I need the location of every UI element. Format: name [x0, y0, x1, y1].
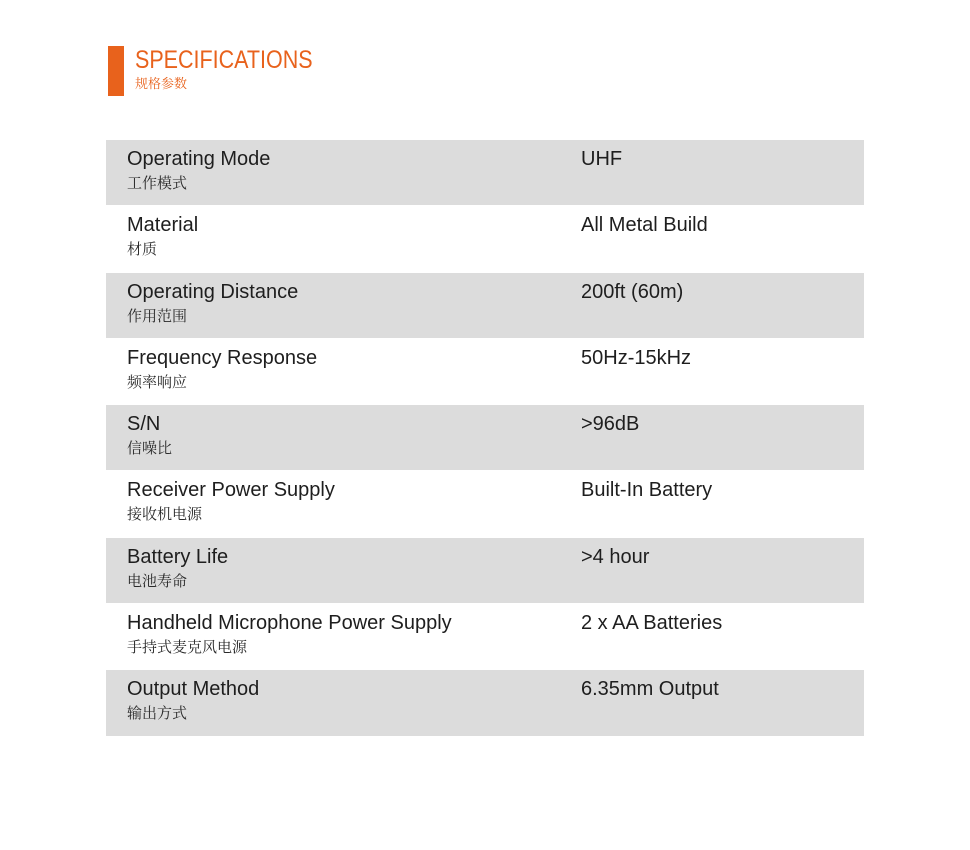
spec-label-cn: 频率响应	[127, 372, 188, 391]
spec-value: 2 x AA Batteries	[581, 612, 723, 635]
table-row	[106, 273, 864, 339]
spec-label-cn: 材质	[127, 240, 158, 259]
spec-label: Frequency Response	[127, 346, 318, 369]
table-row	[106, 604, 864, 670]
spec-value: >96dB	[581, 413, 640, 436]
page-subtitle: 规格参数	[135, 77, 188, 92]
spec-label: Receiver Power Supply	[127, 479, 335, 502]
table-row	[106, 339, 864, 405]
spec-value: 50Hz-15kHz	[581, 346, 692, 369]
spec-label: Output Method	[127, 678, 260, 701]
table-row	[106, 140, 864, 206]
spec-label-cn: 信噪比	[127, 439, 173, 458]
spec-value: 200ft (60m)	[581, 280, 684, 303]
spec-label-cn: 工作模式	[127, 174, 188, 192]
table-row	[106, 206, 864, 272]
spec-label: Operating Distance	[127, 280, 299, 303]
spec-value: >4 hour	[581, 545, 650, 568]
spec-label-cn: 接收机电源	[127, 505, 203, 524]
page-title: SPECIFICATIONS	[135, 46, 313, 74]
accent-bar	[108, 46, 124, 96]
spec-value: All Metal Build	[581, 214, 708, 237]
table-row	[106, 538, 864, 604]
spec-label-cn: 手持式麦克风电源	[127, 638, 248, 657]
spec-label-cn: 输出方式	[127, 704, 188, 723]
table-row	[106, 670, 864, 736]
spec-label: Handheld Microphone Power Supply	[127, 612, 452, 635]
spec-value: UHF	[581, 148, 623, 170]
table-row	[106, 471, 864, 537]
spec-label: S/N	[127, 413, 161, 436]
spec-table	[106, 140, 864, 737]
spec-label: Operating Mode	[127, 148, 271, 170]
spec-label: Material	[127, 214, 199, 237]
spec-value: 6.35mm Output	[581, 678, 719, 701]
spec-label: Battery Life	[127, 545, 229, 568]
table-row	[106, 405, 864, 471]
spec-value: Built-In Battery	[581, 479, 713, 502]
spec-label-cn: 电池寿命	[127, 571, 188, 590]
spec-label-cn: 作用范围	[127, 306, 188, 325]
